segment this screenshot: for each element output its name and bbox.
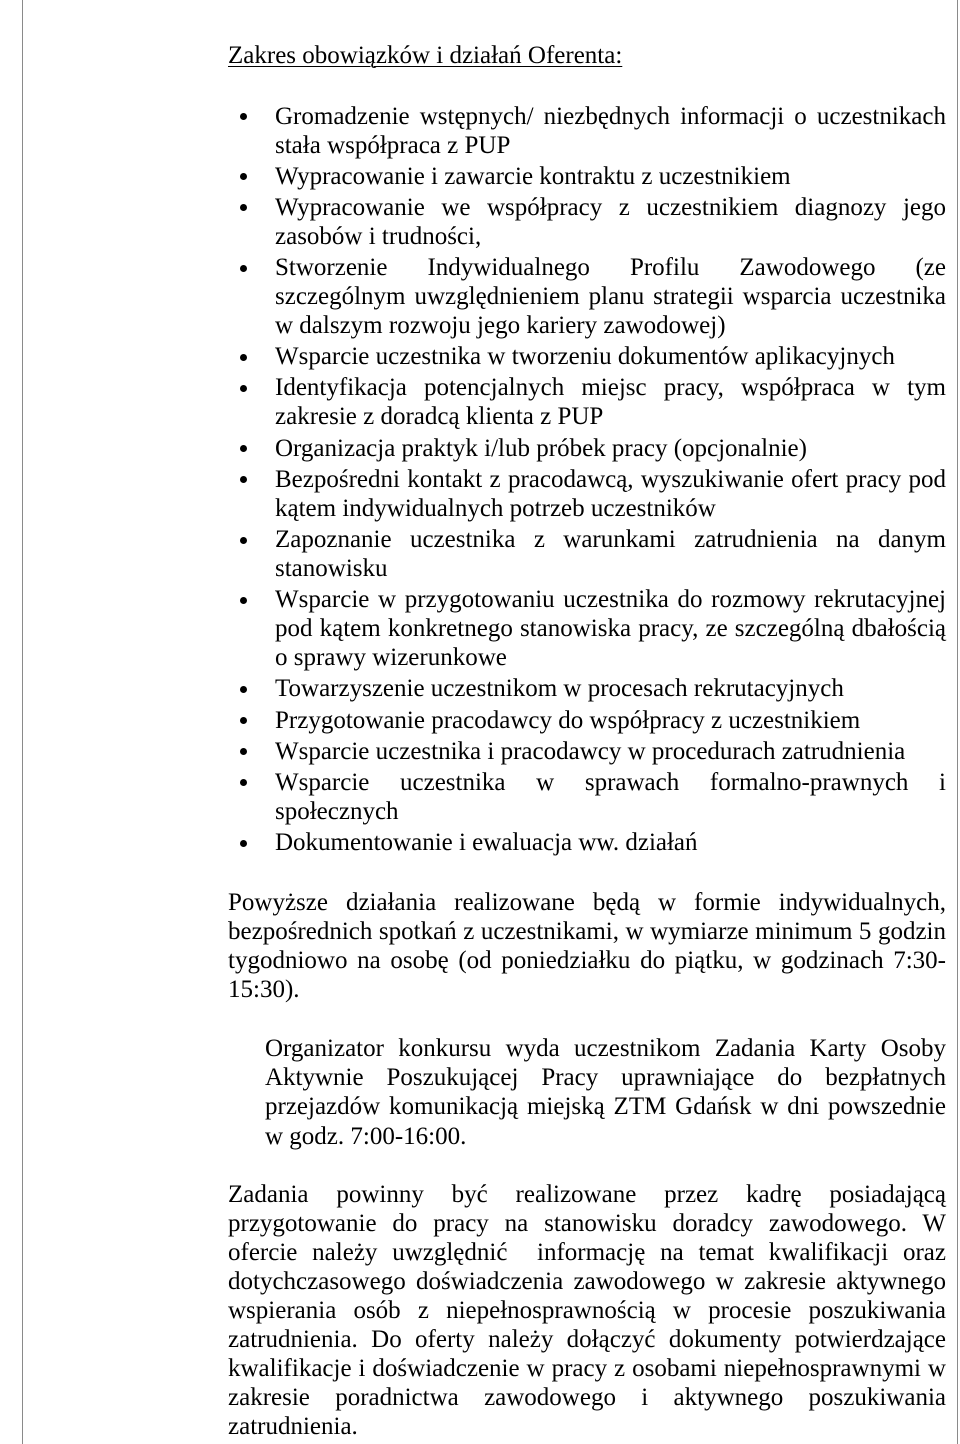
duty-list-item (275, 706, 946, 735)
paragraph-line: Organizator konkursu wyda uczestnikom Zadania Karty Osoby (265, 1034, 946, 1062)
paragraph-staff-qualifications (228, 1180, 946, 1441)
paragraph-line: tygodniowo na osobę (od poniedziałku do piątku, w godzinach 7:30- (228, 946, 946, 974)
duties-list (275, 102, 946, 860)
bullet-icon (240, 779, 247, 786)
paragraph-line: bezpośrednich spotkań z uczestnikami, w wymiarze minimum 5 godzin (228, 917, 946, 945)
duty-list-item (275, 828, 946, 857)
duty-list-item (275, 193, 946, 251)
duty-text-line: stała współpraca z PUP (275, 131, 511, 159)
duty-text-line: kątem indywidualnych potrzeb uczestników (275, 494, 716, 522)
paragraph-line: kwalifikacje i doświadczenie w pracy z osobami niepełnosprawnymi w (228, 1354, 946, 1382)
duty-text-line: społecznych (275, 797, 399, 825)
bullet-icon (240, 265, 247, 272)
paragraph-line: zatrudnienia. Do oferty należy dołączyć dokumenty potwierdzające (228, 1325, 946, 1353)
bullet-icon (240, 113, 247, 120)
paragraph-line: ofercie należy uwzględnić informację na temat kwalifikacji oraz (228, 1238, 946, 1266)
duty-list-item (275, 768, 946, 826)
bullet-icon (240, 445, 247, 452)
duty-list-item (275, 253, 946, 340)
duty-list-item (275, 585, 946, 672)
duty-text-line: Wsparcie w przygotowaniu uczestnika do rozmowy rekrutacyjnej (275, 586, 946, 614)
paragraph-meeting-schedule (228, 888, 946, 1004)
bullet-icon (240, 476, 247, 483)
duty-text-line: zasobów i trudności, (275, 222, 482, 250)
table-border-left (22, 0, 23, 1444)
duty-list-item (275, 162, 946, 191)
duty-text-line: Wypracowanie we współpracy z uczestnikiem diagnozy jego (275, 193, 946, 221)
duty-list-item (275, 102, 946, 160)
bullet-icon (240, 354, 247, 361)
paragraph-line: Powyższe działania realizowane będą w formie indywidualnych, (228, 888, 946, 916)
duty-text-line: Przygotowanie pracodawcy do współpracy z uczestnikiem (275, 706, 861, 734)
paragraph-line: Aktywnie Poszukującej Pracy uprawniające do bezpłatnych (265, 1063, 946, 1091)
duty-text-line: o sprawy wizerunkowe (275, 644, 507, 672)
duty-list-item (275, 434, 946, 463)
paragraph-line: wspierania osób z niepełnosprawnością w procesie poszukiwania (228, 1296, 946, 1324)
bullet-icon (240, 717, 247, 724)
table-border-right (957, 0, 958, 1444)
bullet-icon (240, 204, 247, 211)
duty-text-line: Organizacja praktyk i/lub próbek pracy (opcjonalnie) (275, 434, 807, 462)
duty-text-line: szczególnym uwzględnieniem planu strategii wsparcia uczestnika (275, 283, 946, 311)
bullet-icon (240, 840, 247, 847)
duty-text-line: Stworzenie Indywidualnego Profilu Zawodowego (ze (275, 254, 946, 282)
duty-list-item (275, 737, 946, 766)
duty-list-item (275, 465, 946, 523)
duty-text-line: Bezpośredni kontakt z pracodawcą, wyszukiwanie ofert pracy pod (275, 465, 946, 493)
duty-text-line: Wsparcie uczestnika w sprawach formalno-prawnych i (275, 768, 946, 796)
paragraph-line: w godz. 7:00-16:00. (265, 1122, 467, 1150)
duty-list-item (275, 674, 946, 703)
bullet-icon (240, 748, 247, 755)
bullet-icon (240, 537, 247, 544)
duty-text-line: Towarzyszenie uczestnikom w procesach rekrutacyjnych (275, 675, 844, 703)
paragraph-line: zatrudnienia. (228, 1412, 358, 1440)
duty-text-line: Dokumentowanie i ewaluacja ww. działań (275, 829, 698, 857)
bullet-icon (240, 173, 247, 180)
section-heading: Zakres obowiązków i działań Oferenta: (228, 41, 623, 69)
paragraph-line: zakresie poradnictwa zawodowego i aktywnego poszukiwania (228, 1383, 946, 1411)
duty-text-line: Gromadzenie wstępnych/ niezbędnych informacji o uczestnikach (275, 102, 946, 130)
duty-text-line: Zapoznanie uczestnika z warunkami zatrudnienia na danym (275, 526, 946, 553)
duty-text-line: stanowisku (275, 555, 388, 582)
duty-text-line: Wsparcie uczestnika i pracodawcy w procedurach zatrudnienia (275, 737, 906, 765)
paragraph-line: dotychczasowego doświadczenia zawodowego w zakresie aktywnego (228, 1267, 946, 1295)
duty-text-line: Wsparcie uczestnika w tworzeniu dokumentów aplikacyjnych (275, 343, 895, 371)
bullet-icon (240, 686, 247, 693)
duty-list-item (275, 525, 946, 583)
duty-list-item (275, 373, 946, 431)
paragraph-line: 15:30). (228, 975, 300, 1003)
duty-text-line: Wypracowanie i zawarcie kontraktu z uczestnikiem (275, 162, 791, 190)
paragraph-line: przejazdów komunikacją miejską ZTM Gdańsk w dni powszednie (265, 1093, 946, 1121)
bullet-icon (240, 385, 247, 392)
duty-text-line: w dalszym rozwoju jego kariery zawodowej) (275, 312, 726, 340)
paragraph-line: przygotowanie do pracy na stanowisku doradcy zawodowego. W (228, 1209, 946, 1237)
duty-list-item (275, 342, 946, 371)
paragraph-transport-cards (265, 1034, 946, 1152)
bullet-icon (240, 597, 247, 604)
paragraph-line: Zadania powinny być realizowane przez kadrę posiadającą (228, 1180, 946, 1208)
duty-text-line: pod kątem konkretnego stanowiska pracy, ze szczególną dbałością (275, 615, 946, 643)
duty-text-line: zakresie z doradcą klienta z PUP (275, 403, 604, 431)
duty-text-line: Identyfikacja potencjalnych miejsc pracy, współpraca w tym (275, 374, 946, 402)
